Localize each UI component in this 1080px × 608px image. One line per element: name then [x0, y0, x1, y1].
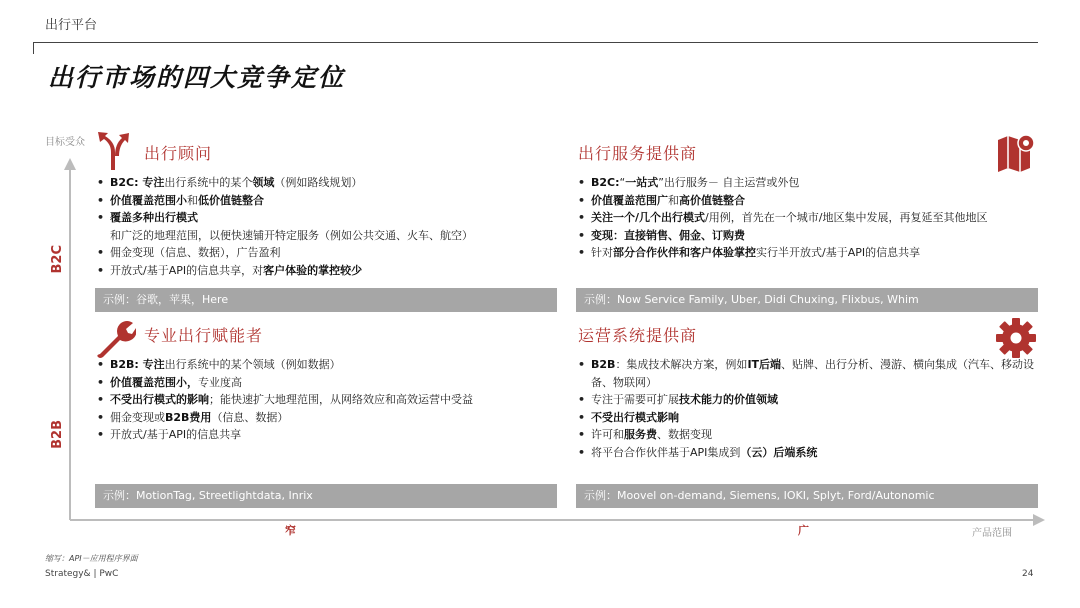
enabler-example-bar: 示例：MotionTag, Streetlightdata, Inrix	[95, 484, 557, 508]
list-item: • 针对部分合作伙伴和客户体验掌控实行半开放式/基于API的信息共享	[578, 244, 1038, 262]
header-section-label: 出行平台	[45, 18, 98, 33]
list-item: • B2B：集成技术解决方案，例如IT后端、贴牌、出行分析、漫游、横向集成（汽车、移动设备、物联网）	[578, 356, 1038, 391]
provider-bullet-list	[578, 174, 1038, 262]
advisor-title: 出行顾问	[144, 144, 213, 163]
list-item: • B2C: 专注出行系统中的某个领域（例如路线规划）	[97, 174, 559, 192]
operator-title: 运营系统提供商	[578, 326, 698, 345]
list-item: • 将平台合作伙伴基于API集成到（云）后端系统	[578, 444, 1038, 462]
list-item: • 开放式/基于API的信息共享	[97, 426, 559, 444]
x-axis-wide-label: 广	[798, 524, 809, 537]
page-number: 24	[1022, 569, 1034, 579]
list-item: • 变现：直接销售、佣金、订购费	[578, 227, 1038, 245]
list-item: • 佣金变现或B2B费用（信息、数据）	[97, 409, 559, 427]
map-pin-icon	[996, 132, 1036, 172]
list-item: • 许可和服务费、数据变现	[578, 426, 1038, 444]
x-axis-narrow-label: 窄	[285, 524, 296, 537]
advisor-example-bar: 示例：谷歌，苹果，Here	[95, 288, 557, 312]
operator-example-bar: 示例：Moovel on-demand, Siemens, IOKI, Splyt, Ford/Autonomic	[576, 484, 1038, 508]
x-axis-title: 产品范围	[972, 528, 1012, 539]
source-label: Strategy& | PwC	[45, 569, 119, 579]
list-item: • B2B: 专注出行系统中的某个领域（例如数据）	[97, 356, 559, 374]
wrench-icon	[96, 320, 136, 358]
footnote: 缩写：API－应用程序界面	[45, 554, 138, 563]
y-axis-title: 目标受众	[45, 137, 85, 148]
y-axis-b2b-label: B2B	[50, 420, 65, 449]
list-item: • 开放式/基于API的信息共享，对客户体验的掌控较少	[97, 262, 559, 280]
list-item: • 不受出行模式的影响；能快速扩大地理范围，从网络效应和高效运营中受益	[97, 391, 559, 409]
gear-icon	[996, 318, 1036, 358]
enabler-title: 专业出行赋能者	[144, 326, 264, 345]
list-item: • B2C:“一站式”出行服务－ 自主运营或外包	[578, 174, 1038, 192]
enabler-bullet-list	[97, 356, 559, 444]
provider-example-bar: 示例：Now Service Family, Uber, Didi Chuxing, Flixbus, Whim	[576, 288, 1038, 312]
y-axis-b2c-label: B2C	[50, 245, 65, 274]
list-item: • 关注一个/几个出行模式/用例，首先在一个城市/地区集中发展，再复延至其他地区	[578, 209, 1038, 227]
list-item: • 不受出行模式影响	[578, 409, 1038, 427]
list-item: • 覆盖多种出行模式和广泛的地理范围，以便快速铺开特定服务（例如公共交通、火车、航空）	[97, 209, 559, 244]
list-item: • 佣金变现（信息、数据），广告盈利	[97, 244, 559, 262]
advisor-bullet-list	[97, 174, 559, 279]
x-axis-arrow	[1033, 514, 1045, 526]
y-axis-arrow	[64, 158, 76, 170]
list-item: • 价值覆盖范围小，专业度高	[97, 374, 559, 392]
header-divider	[33, 42, 1038, 43]
signpost-icon	[94, 130, 132, 170]
operator-bullet-list	[578, 356, 1038, 461]
provider-title: 出行服务提供商	[578, 144, 698, 163]
header-divider-tick	[33, 42, 34, 54]
list-item: • 价值覆盖范围小和低价值链整合	[97, 192, 559, 210]
list-item: • 价值覆盖范围广和高价值链整合	[578, 192, 1038, 210]
page-title: 出行市场的四大竞争定位	[48, 63, 346, 92]
list-item: • 专注于需要可扩展技术能力的价值领域	[578, 391, 1038, 409]
